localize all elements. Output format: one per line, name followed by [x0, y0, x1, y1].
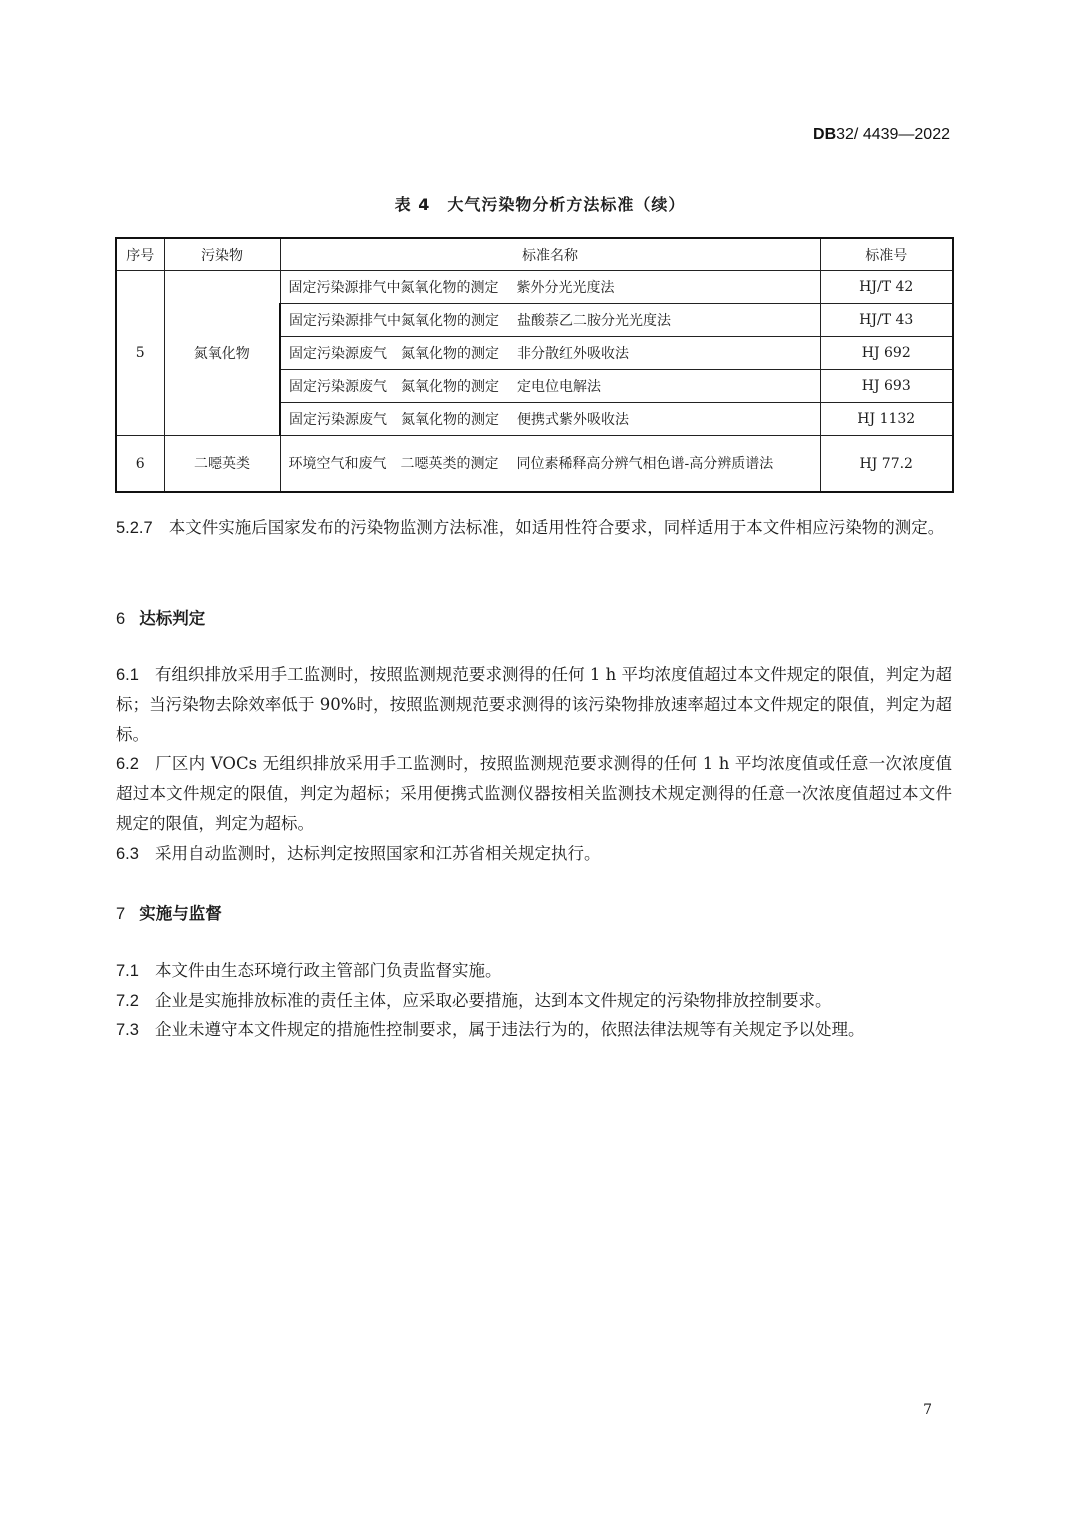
- clause-text: 厂区内 VOCs 无组织排放采用手工监测时，按照监测规范要求测得的任何 1 h 平均浓度值或任意一次浓度值超过本文件规定的限值，判定为超标；采用便携式监测仪器按相关监测技术规定测得的任意一次浓度值超过本文件规定的限值，判定为超标。: [116, 754, 952, 833]
- standard-method-part: 盐酸萘乙二胺分光光度法: [517, 313, 671, 329]
- standard-code-cell: HJ 693: [820, 370, 953, 403]
- standard-name-part: 固定污染源废气 氮氧化物的测定: [289, 379, 499, 395]
- clause-6-3: [116, 839, 952, 869]
- standard-code-cell: HJ 1132: [820, 403, 953, 436]
- standard-name-part: 固定污染源废气 氮氧化物的测定: [289, 412, 499, 428]
- table-header-row: [116, 238, 953, 271]
- clause-text: 本文件由生态环境行政主管部门负责监督实施。: [154, 961, 502, 980]
- standard-name-part: 固定污染源排气中氮氧化物的测定: [289, 313, 499, 329]
- clause-7-3: [116, 1015, 952, 1045]
- column-header-pollutant: 污染物: [164, 238, 280, 271]
- table-row: [116, 436, 953, 493]
- section-number: 7: [116, 905, 126, 923]
- standard-name-cell: [280, 337, 820, 370]
- standard-method-part: 非分散红外吸收法: [517, 346, 629, 362]
- clause-number: 7.3: [116, 1021, 139, 1039]
- standard-name-part: 固定污染源废气 氮氧化物的测定: [289, 346, 499, 362]
- standard-name-cell: [280, 370, 820, 403]
- clause-7-2: [116, 986, 952, 1016]
- standard-method-part: 紫外分光光度法: [516, 280, 615, 296]
- document-code-number: 32/ 4439—2022: [836, 126, 950, 143]
- clause-number: 6.1: [116, 666, 139, 684]
- section-title: 实施与监督: [139, 904, 222, 923]
- standard-name-part: 固定污染源排气中氮氧化物的测定: [288, 280, 499, 296]
- column-header-standard-name: 标准名称: [280, 238, 820, 271]
- standard-name-cell: [280, 304, 820, 337]
- section-heading-7: [116, 900, 222, 924]
- clause-number: 5.2.7: [116, 519, 153, 537]
- clause-text: 本文件实施后国家发布的污染物监测方法标准，如适用性符合要求，同样适用于本文件相应污染物的测定。: [168, 518, 945, 537]
- clause-number: 6.3: [116, 845, 139, 863]
- clause-text: 有组织排放采用手工监测时，按照监测规范要求测得的任何 1 h 平均浓度值超过本文件规定的限值，判定为超标；当污染物去除效率低于 90%时，按照监测规范要求测得的该污染物排放速率超过本文件规定的限值，判定为超标。: [116, 665, 952, 744]
- standard-name-part: 环境空气和废气 二噁英类的测定: [288, 455, 499, 472]
- seq-cell: 5: [116, 271, 164, 436]
- section-title: 达标判定: [139, 609, 206, 628]
- standard-code-cell: HJ/T 42: [820, 271, 953, 304]
- clause-text: 企业未遵守本文件规定的措施性控制要求，属于违法行为的，依照法律法规等有关规定予以处理。: [154, 1020, 865, 1039]
- pollutant-cell: 二噁英类: [164, 436, 280, 493]
- standard-method-part: 便携式紫外吸收法: [517, 412, 629, 428]
- clause-6-2: [116, 749, 952, 839]
- standard-name-cell: [280, 436, 820, 493]
- document-code: [813, 126, 950, 144]
- standard-code-cell: HJ/T 43: [820, 304, 953, 337]
- pollutant-cell: 氮氧化物: [164, 271, 280, 436]
- clause-7-1: [116, 956, 952, 986]
- standard-method-part: 同位素稀释高分辨气相色谱-高分辨质谱法: [516, 455, 774, 472]
- column-header-seq: 序号: [116, 238, 164, 271]
- section-number: 6: [116, 610, 126, 628]
- clause-text: 企业是实施排放标准的责任主体，应采取必要措施，达到本文件规定的污染物排放控制要求。: [154, 991, 832, 1010]
- standard-method-part: 定电位电解法: [517, 379, 601, 395]
- column-header-standard-code: 标准号: [820, 238, 953, 271]
- clause-number: 6.2: [116, 755, 139, 773]
- page-number: 7: [923, 1402, 932, 1418]
- standard-name-cell: [280, 403, 820, 436]
- clause-number: 7.2: [116, 992, 139, 1010]
- analysis-methods-table: [115, 237, 954, 493]
- clause-5-2-7: [116, 513, 952, 543]
- clause-number: 7.1: [116, 962, 139, 980]
- document-code-prefix: DB: [813, 126, 837, 143]
- standard-code-cell: HJ 692: [820, 337, 953, 370]
- seq-cell: 6: [116, 436, 164, 493]
- clause-6-1: [116, 660, 952, 750]
- table-row: [116, 271, 953, 304]
- section-heading-6: [116, 605, 205, 629]
- clause-text: 采用自动监测时，达标判定按照国家和江苏省相关规定执行。: [154, 844, 601, 863]
- standard-name-cell: [280, 271, 820, 304]
- table-title: 表 4 大气污染物分析方法标准（续）: [394, 195, 686, 214]
- standard-code-cell: HJ 77.2: [820, 436, 953, 493]
